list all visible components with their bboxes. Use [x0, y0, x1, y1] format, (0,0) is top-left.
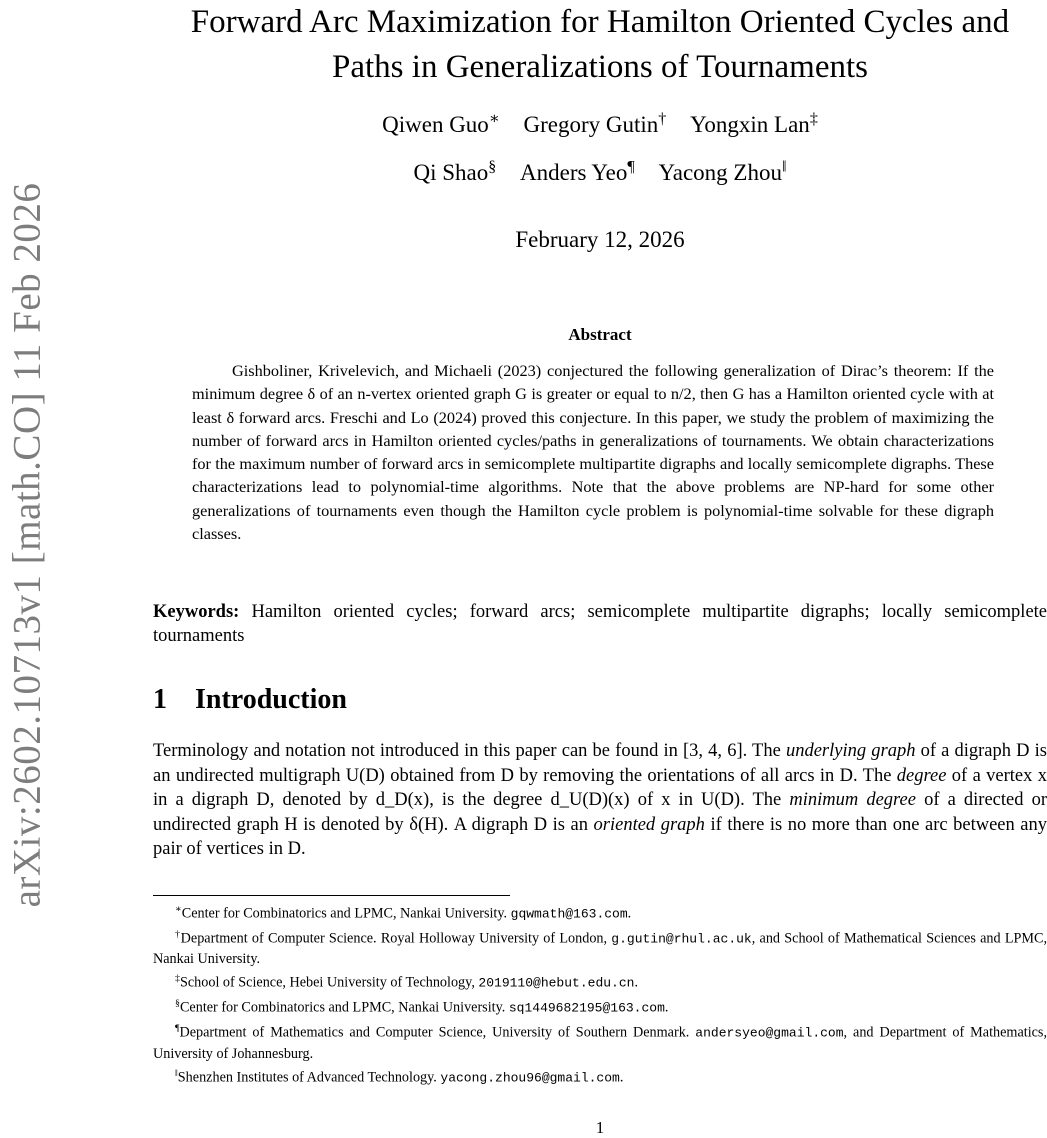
footnote: ‖Shenzhen Institutes of Advanced Technology. yacong.zhou96@gmail.com. — [175, 1067, 624, 1086]
title-line-1: Forward Arc Maximization for Hamilton Oriented Cycles and — [190, 4, 1010, 40]
abstract-heading: Abstract — [568, 325, 632, 344]
keywords — [153, 600, 1047, 648]
footnote: §Center for Combinatorics and LPMC, Nankai University. sq1449682195@163.com. — [175, 998, 669, 1016]
author: Gregory Gutin† — [523, 110, 667, 137]
author: Anders Yeo¶ — [520, 158, 635, 185]
author: Qiwen Guo∗ — [382, 110, 500, 137]
section-number: 1 — [153, 684, 167, 715]
arxiv-identifier: arXiv:2602.10713v1 [math.CO] 11 Feb 2026 — [5, 182, 49, 908]
author: Qi Shao§ — [413, 158, 497, 185]
page-number: 1 — [595, 1118, 605, 1137]
section-title: Introduction — [195, 684, 347, 715]
email-link[interactable]: g.gutin@rhul.ac.uk — [611, 931, 752, 947]
paper-date: February 12, 2026 — [515, 227, 685, 252]
footnotes — [153, 900, 1047, 1088]
title-line-2: Paths in Generalizations of Tournaments — [332, 49, 868, 85]
email-link[interactable]: sq1449682195@163.com — [508, 1000, 665, 1016]
author: Yacong Zhou‖ — [658, 158, 787, 185]
footnote: †Department of Computer Science. Royal Holloway University of London, g.gutin@rhul.ac.uk, and School of Mathematical Sciences and LPMC, Nankai University. — [153, 928, 1047, 968]
footnote-rule — [153, 895, 510, 896]
email-link[interactable]: andersyeo@gmail.com — [695, 1025, 844, 1041]
author-row-1 — [153, 108, 1047, 138]
email-link[interactable]: gqwmath@163.com — [510, 906, 628, 922]
footnote: ¶Department of Mathematics and Computer Science, University of Southern Denmark. andersyeo@gmail.com, and Department of Mathematics, University of Johannesburg. — [153, 1022, 1047, 1062]
intro-paragraph: Terminology and notation not introduced in this paper can be found in [3, 4, 6]. The underlying graph of a digraph D is an undirected multigraph U(D) obtained from D by removing the orientations of all arcs in D. The degree of a vertex x in a digraph D, denoted by d_D(x), is the degree d_U(D)(x) of x in U(D). The minimum degree of a directed or undirected graph H is denoted by δ(H). A digraph D is an oriented graph if there is no more than one arc between any pair of vertices in D. — [153, 741, 1047, 859]
email-link[interactable]: 2019110@hebut.edu.cn — [478, 976, 635, 992]
keywords-text: Hamilton oriented cycles; forward arcs; semicomplete multipartite digraphs; locally semicomplete tournaments — [153, 602, 1047, 646]
author-row-2 — [153, 158, 1047, 186]
paper-title — [153, 0, 1047, 90]
footnote: ‡School of Science, Hebei University of Technology, 2019110@hebut.edu.cn. — [175, 973, 638, 992]
author: Yongxin Lan‡ — [690, 110, 818, 137]
abstract-text: Gishboliner, Krivelevich, and Michaeli (2023) conjectured the following generalization of Dirac’s theorem: If the minimum degree δ of an n-vertex oriented graph G is greater or equal to n/2, then G has a Hamilton oriented cycle with at least δ forward arcs. Freschi and Lo (2024) proved this conjecture. In this paper, we study the problem of maximizing the number of forward arcs in Hamilton oriented cycles/paths in generalizations of tournaments. We obtain characterizations for the maximum number of forward arcs in semicomplete multipartite digraphs and locally semicomplete digraphs. These characterizations lead to polynomial-time algorithms. Note that the above problems are NP-hard for some other generalizations of tournaments even though the Hamilton cycle problem is polynomial-time solvable for these digraph classes. — [192, 361, 994, 544]
email-link[interactable]: yacong.zhou96@gmail.com — [440, 1070, 620, 1086]
footnote: ∗Center for Combinatorics and LPMC, Nankai University. gqwmath@163.com. — [175, 904, 632, 922]
section-heading — [153, 684, 347, 716]
arxiv-sidebar — [0, 0, 62, 1135]
keywords-label: Keywords: — [153, 602, 240, 622]
